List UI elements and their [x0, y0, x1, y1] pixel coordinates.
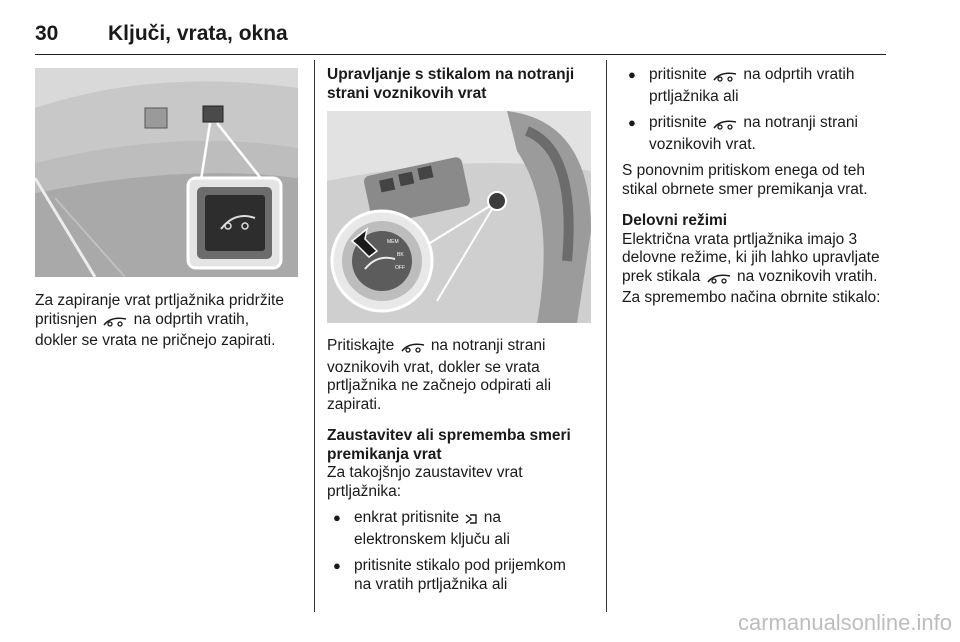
page-header [35, 6, 886, 55]
list-item: ● pritisnite na odprtih vratih prtljažnika ali [622, 66, 890, 106]
switch-label-off: OFF [395, 265, 405, 271]
column-2 [327, 66, 599, 103]
tailgate-switch-figure [35, 68, 298, 277]
page-title: Ključi, vrata, okna [108, 22, 288, 45]
column-2-body [327, 337, 599, 594]
column-1 [35, 292, 305, 351]
reverse-direction-paragraph: S ponovnim pritiskom enega od teh stikal obrnete smer premikanja vrat. [622, 162, 868, 198]
operating-modes-paragraph: Električna vrata prtljažnika imajo 3 delovne režime, ki jih lahko upravljate prek stikala na voznikovih vratih. Za spremembo načina obrnite stikalo: [622, 230, 881, 306]
column-divider [606, 60, 607, 612]
switch-label-bk: BK [397, 252, 404, 258]
column-3 [622, 66, 890, 308]
column-divider [314, 60, 315, 612]
list-item: ● pritisnite na notranji strani voznikovih vrat. [622, 114, 890, 154]
section-heading-driver-door: Upravljanje s stikalom na notranji strani voznikovih vrat [327, 66, 575, 102]
section-heading-stop-reverse: Zaustavitev ali sprememba smeri premikanja vrat [327, 427, 571, 463]
tailgate-icon [706, 271, 732, 290]
tailgate-icon [102, 314, 128, 333]
tailgate-close-caption: Za zapiranje vrat prtljažnika pridržite pritisnjen na odprtih vratih, dokler se vrata ne pričnejo zapirati. [35, 292, 284, 349]
driver-door-switch-figure [327, 111, 591, 323]
switch-label-mem: MEM [387, 239, 399, 245]
driver-door-paragraph: Pritiskajte na notranji strani voznikovih vrat, dokler se vrata prtljažnika ne začnejo odpirati ali zapirati. [327, 337, 552, 413]
watermark: carmanualsonline.info [737, 610, 952, 635]
stop-intro: Za takojšnjo zaustavitev vrat prtljažnika: [327, 464, 523, 500]
stop-options-list-continued [622, 66, 890, 154]
list-item: ● pritisnite stikalo pod prijemkom na vratih prtljažnika ali [327, 557, 599, 594]
tailgate-icon [712, 69, 738, 88]
key-tailgate-icon [464, 512, 478, 531]
list-item: ● enkrat pritisnite na elektronskem ključu ali [327, 509, 599, 549]
stop-options-list [327, 509, 599, 594]
tailgate-icon [400, 340, 426, 359]
tailgate-icon [712, 117, 738, 136]
section-heading-operating-modes: Delovni režimi [622, 212, 728, 229]
page-number: 30 [35, 22, 59, 45]
